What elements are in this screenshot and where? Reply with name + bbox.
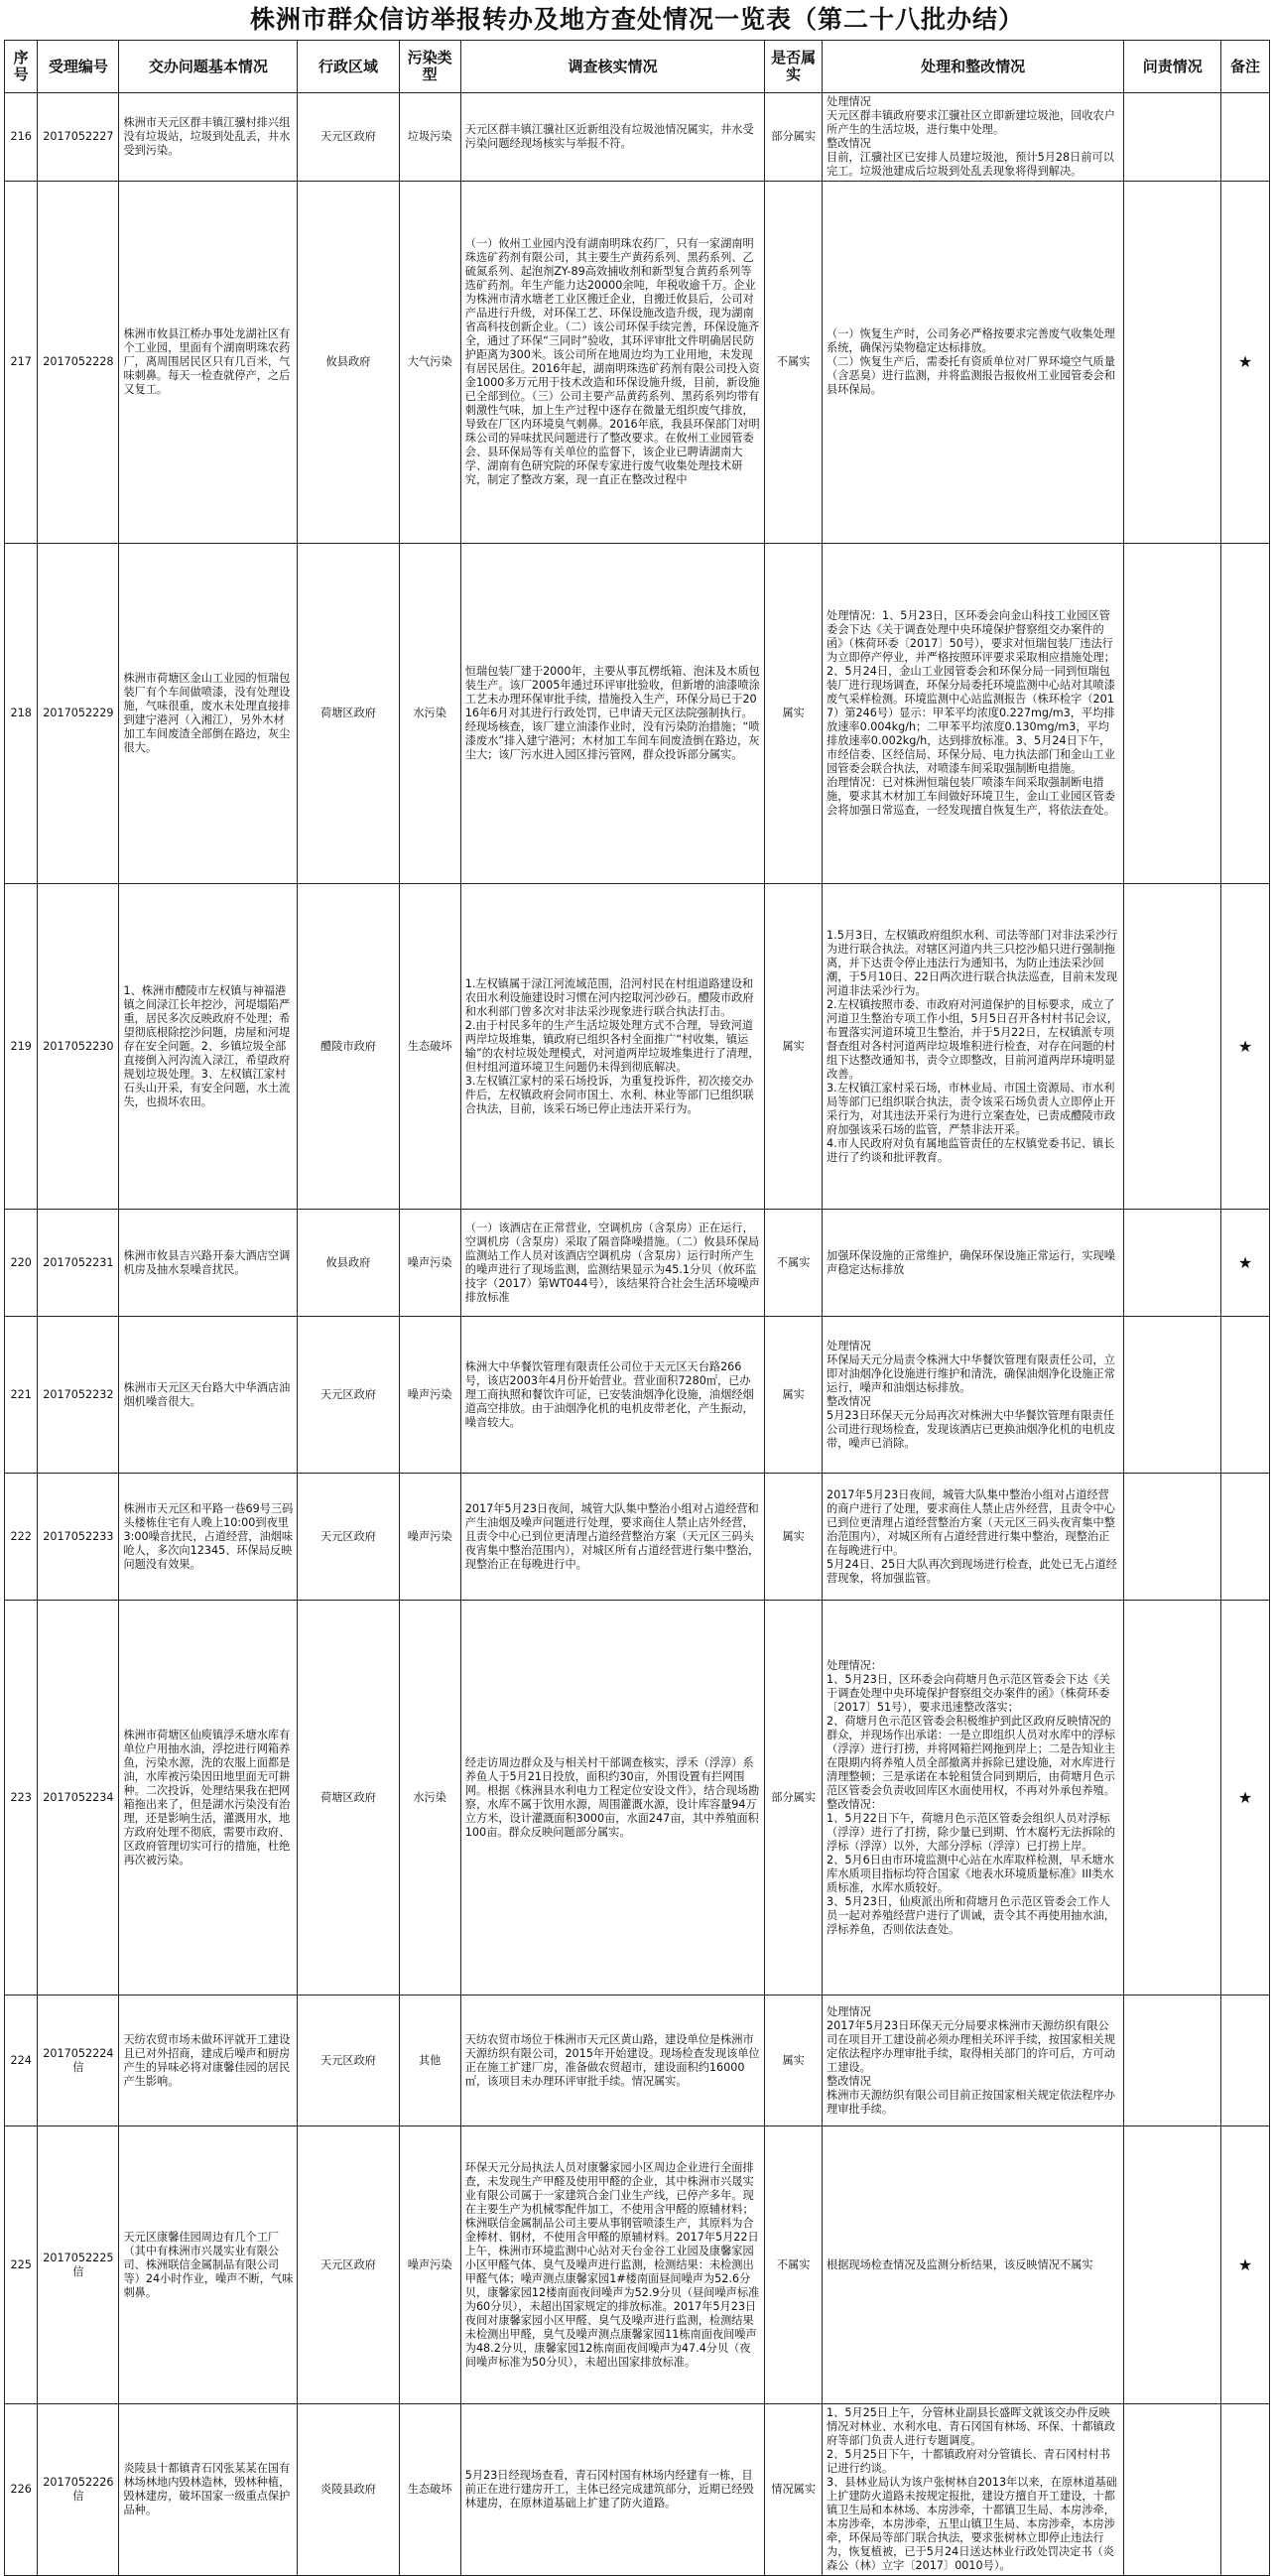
- cell-region: 攸县政府: [298, 1210, 399, 1317]
- cell-pollution-type: 噪声污染: [399, 1474, 460, 1601]
- cell-code: 2017052224信: [38, 1996, 119, 2126]
- cell-seq: 216: [5, 93, 38, 182]
- table-row: [5, 93, 1270, 182]
- cell-remarks: [1221, 2404, 1270, 2576]
- cell-seq: 218: [5, 544, 38, 884]
- cell-region: 炎陵县政府: [298, 2404, 399, 2576]
- cell-accountability: [1124, 884, 1221, 1210]
- cell-verified: 属实: [765, 884, 823, 1210]
- header-row: [5, 41, 1270, 93]
- cell-seq: 222: [5, 1474, 38, 1601]
- cell-handling: 加强环保设施的正常维护，确保环保设施正常运行，实现噪声稳定达标排放: [823, 1210, 1124, 1317]
- cell-issue: 株洲市荷塘区仙庾镇浮禾塘水库有单位户用抽水油，浮挖进行网箱养鱼，污染水源，洗的农服上面都是油，水库被污染因田地里面无可耕种。二次投诉，处理结果我在把网箱拖出来了，但是湖水污染没有治理，还是影响生活，灌溉用水，地方政府处理不彻底，需要市政府、区政府管理切实可行的措施，杜绝再次被污染。: [119, 1601, 298, 1996]
- header-verified: 是否属实: [765, 41, 823, 93]
- cell-issue: 株洲市荷塘区金山工业园的恒瑞包装厂有个车间做喷漆，没有处理设施，气味很重，废水未处理直接排到建宁港河（入湘江），另外木材加工车间废渣全部倒在路边，灰尘很大。: [119, 544, 298, 884]
- cell-verified: 属实: [765, 544, 823, 884]
- report-table-wrapper: [4, 40, 1270, 2576]
- cell-finding: 恒瑞包装厂建于2000年，主要从事瓦楞纸箱、泡沫及木质包装生产。该厂2005年通过环评审批验收，但新增的油漆喷涂工艺未办理环保审批手续，措施投入生产，环保分局已于2016年6月对其进行行政处罚，已申请天元区法院强制执行。经现场核查，该厂建立油漆作业时，没有污染防治措施；“喷漆废水”排入建宁港河；木材加工车间车间废渣倒在路边，灰尘大；该厂污水进入园区排污管网，群众投诉部分属实。: [460, 544, 765, 884]
- cell-accountability: [1124, 544, 1221, 884]
- cell-issue: 天元区康馨佳园周边有几个工厂（其中有株洲市兴晟实业有限公司、株洲联信金属制品有限公司等）24小时作业，噪声不断，气味刺鼻。: [119, 2126, 298, 2404]
- table-row: [5, 2404, 1270, 2576]
- cell-issue: 1、株洲市醴陵市左权镇与神福港镇之间渌江长年挖沙，河堤塌陷严重，居民多次反映政府不处理；希望彻底根除挖沙问题，房屋和河堤存在安全问题。2、乡镇垃圾全部直接倒入河沟流入渌江，希望政府规划垃圾处理。3、左权镇江家村石头山开采，有安全问题，水土流失，也损坏农田。: [119, 884, 298, 1210]
- cell-region: 醴陵市政府: [298, 884, 399, 1210]
- cell-remarks: [1221, 1317, 1270, 1474]
- cell-finding: 天纺农贸市场位于株洲市天元区黄山路，建设单位是株洲市天源纺织有限公司，2015年开始建设。现场检查发现该单位正在施工扩建厂房，准备做农贸超市，建设面积约16000㎡，该项目未办理环评审批手续。情况属实。: [460, 1996, 765, 2126]
- cell-seq: 220: [5, 1210, 38, 1317]
- cell-code: 2017052232: [38, 1317, 119, 1474]
- header-region: 行政区域: [298, 41, 399, 93]
- cell-remarks: ★: [1221, 182, 1270, 544]
- cell-finding: 2017年5月23日夜间，城管大队集中整治小组对占道经营和产生油烟及噪声问题进行处理，要求商住人禁止店外经营，且责令中心已到位更清理占道经营整治方案（天元区三码头夜宵集中整治范围内），对城区所有占道经营进行集中整治，现整治正在每晚进行中。: [460, 1474, 765, 1601]
- cell-pollution-type: 大气污染: [399, 182, 460, 544]
- cell-accountability: [1124, 1601, 1221, 1996]
- cell-handling: （一）恢复生产时，公司务必严格按要求完善废气收集处理系统，确保污染物稳定达标排放。 （二）恢复生产后，需委托有资质单位对厂界环境空气质量（含恶臭）进行监测，并将监测报告报攸州工业园管委会和县环保局。: [823, 182, 1124, 544]
- table-row: [5, 884, 1270, 1210]
- cell-issue: 株洲市天元区群丰镇江骥村排兴组没有垃圾站，垃圾到处乱丢，井水受到污染。: [119, 93, 298, 182]
- cell-code: 2017052233: [38, 1474, 119, 1601]
- cell-pollution-type: 水污染: [399, 1601, 460, 1996]
- table-row: [5, 1474, 1270, 1601]
- cell-pollution-type: 生态破坏: [399, 2404, 460, 2576]
- page-title: 株洲市群众信访举报转办及地方查处情况一览表（第二十八批办结）: [249, 5, 1024, 34]
- cell-accountability: [1124, 2404, 1221, 2576]
- cell-verified: 不属实: [765, 182, 823, 544]
- cell-handling: 根据现场检查情况及监测分析结果，该反映情况不属实: [823, 2126, 1124, 2404]
- cell-seq: 224: [5, 1996, 38, 2126]
- cell-region: 荷塘区政府: [298, 1601, 399, 1996]
- table-row: [5, 1996, 1270, 2126]
- cell-seq: 223: [5, 1601, 38, 1996]
- cell-finding: 经走访周边群众及与相关村干部调查核实，浮禾（浮淳）系养鱼人于5月21日投放，面积约30亩，外围设置有拦网围网。根据《株洲县水利电力工程定位安设文件》，结合现场勘察，水库不属于饮用水源，周围灌溉水源，设计库容量94万立方米，设计灌溉面积3000亩，水面247亩，其中养殖面积100亩。群众反映问题部分属实。: [460, 1601, 765, 1996]
- cell-code: 2017052230: [38, 884, 119, 1210]
- header-pollution-type: 污染类型: [399, 41, 460, 93]
- cell-pollution-type: 噪声污染: [399, 1317, 460, 1474]
- cell-issue: 株洲市天元区和平路一巷69号三码头楼栋住宅有人晚上10:00到夜里3:00噪音扰民，占道经营，油烟味呛人，多次向12345、环保局反映问题没有效果。: [119, 1474, 298, 1601]
- cell-accountability: [1124, 1996, 1221, 2126]
- cell-seq: 219: [5, 884, 38, 1210]
- cell-remarks: ★: [1221, 884, 1270, 1210]
- cell-handling: 处理情况：1、5月23日，区环委会向金山科技工业园区管委会下达《关于调查处理中央环境保护督察组交办案件的函》（株荷环委〔2017〕50号），要求对恒瑞包装厂违法行为立即停产停业，并严格按照环评要求采取相应措施处理；2、5月24日，金山工业园管委会和环保分局一同到恒瑞包装厂进行现场调查，环保分局委托环境监测中心站对其喷漆废气采样检测。环境监测中心站监测报告（株环检字（2017）第246号）显示：甲苯平均浓度0.227mg/m3，平均排放速率0.004kg/h；二甲苯平均浓度0.130mg/m3，平均排放速率0.002kg/h，达到排放标准。3、5月24日下午，市经信委、区经信局、环保分局、电力执法部门和金山工业园管委会联合执法，对喷漆车间采取强制断电措施。 治理情况：已对株洲恒瑞包装厂喷漆车间采取强制断电措施，要求其木材加工车间做好环境卫生，金山工业园区管委会将加强日常巡查，一经发现擅自恢复生产，将依法查处。: [823, 544, 1124, 884]
- cell-region: 天元区政府: [298, 1996, 399, 2126]
- cell-pollution-type: 噪声污染: [399, 1210, 460, 1317]
- cell-remarks: ★: [1221, 1601, 1270, 1996]
- cell-accountability: [1124, 1474, 1221, 1601]
- cell-pollution-type: 垃圾污染: [399, 93, 460, 182]
- cell-code: 2017052234: [38, 1601, 119, 1996]
- cell-verified: 属实: [765, 1996, 823, 2126]
- cell-handling: 处理情况 环保局天元分局责令株洲大中华餐饮管理有限责任公司，立即对油烟净化设施进行维护和清洗，确保油烟净化设施正常运行，噪声和油烟达标排放。 整改情况 5月23日环保天元分局再次对株洲大中华餐饮管理有限责任公司进行现场检查，发现该酒店已更换油烟净化机的电机皮带，噪声已消除。: [823, 1317, 1124, 1474]
- header-handling: 处理和整改情况: [823, 41, 1124, 93]
- cell-finding: 天元区群丰镇江骥社区近新组没有垃圾池情况属实，井水受污染问题经现场核实与举报不符。: [460, 93, 765, 182]
- cell-seq: 217: [5, 182, 38, 544]
- cell-pollution-type: 噪声污染: [399, 2126, 460, 2404]
- cell-region: 天元区政府: [298, 93, 399, 182]
- cell-seq: 225: [5, 2126, 38, 2404]
- table-row: [5, 1210, 1270, 1317]
- cell-remarks: [1221, 93, 1270, 182]
- cell-finding: （一）该酒店在正常营业，空调机房（含泵房）正在运行，空调机房（含泵房）采取了隔音降噪措施。（二）攸县环保局监测站工作人员对该酒店空调机房（含泵房）运行时所产生的噪声进行了现场监测，监测结果显示为45.1分贝（攸环监技字（2017）第WT044号），该结果符合社会生活环境噪声排放标准: [460, 1210, 765, 1317]
- cell-finding: 5月23日经现场查看，青石冈村国有林场内经建有一栋，目前正在进行建房开工，主体已经完成建筑部分，近期已经毁林建房，在原林道基础上扩建了防火道路。: [460, 2404, 765, 2576]
- cell-handling: 处理情况 2017年5月23日环保天元分局要求株洲市天源纺织有限公司在项目开工建设前必须办理相关环评手续，按国家相关规定依法程序办理审批手续，取得相关部门的许可后，方可动工建设。 整改情况 株洲市天源纺织有限公司目前正按国家相关规定依法程序办理审批手续。: [823, 1996, 1124, 2126]
- cell-handling: 1.5月3日，左权镇政府组织水利、司法等部门对非法采沙行为进行联合执法。对辖区河道内共三只挖沙船只进行强制拖离，并下达责令停止违法行为通知书，为防止违法采沙回潮，于5月10日、22日两次进行联合执法巡查，目前未发现河道非法采沙行为。 2.左权镇按照市委、市政府对河道保护的目标要求，成立了河道卫生整治专项工作小组，5月5日召开各村村书记会议，布置落实河道环境卫生整治，并于5月22日，左权镇派专项督查组对各村河道两岸垃圾堆积进行检查，对存在问题的村组下达整改通知书，责令立即整改，目前河道两岸环境明显改善。 3.左权镇江家村采石场，市林业局、市国土资源局、市水利局等部门已组织联合执法，责令该采石场负责人立即停止开采行为，对其违法开采行为进行立案查处，已责成醴陵市政府加强该采石场的监管，严禁非法开采。 4.市人民政府对负有属地监管责任的左权镇党委书记、镇长进行了约谈和批评教育。: [823, 884, 1124, 1210]
- cell-verified: 属实: [765, 1474, 823, 1601]
- cell-remarks: [1221, 544, 1270, 884]
- header-remarks: 备注: [1221, 41, 1270, 93]
- table-row: [5, 1601, 1270, 1996]
- cell-code: 2017052225信: [38, 2126, 119, 2404]
- cell-accountability: [1124, 93, 1221, 182]
- cell-pollution-type: 水污染: [399, 544, 460, 884]
- cell-pollution-type: 其他: [399, 1996, 460, 2126]
- table-row: [5, 2126, 1270, 2404]
- cell-issue: 天纺农贸市场未做环评就开工建设且已对外招商，建成后噪声和厨房产生的异味必将对康馨佳园的居民产生影响。: [119, 1996, 298, 2126]
- cell-verified: 不属实: [765, 2126, 823, 2404]
- header-code: 受理编号: [38, 41, 119, 93]
- cell-remarks: [1221, 1474, 1270, 1601]
- table-row: [5, 544, 1270, 884]
- header-issue: 交办问题基本情况: [119, 41, 298, 93]
- cell-seq: 221: [5, 1317, 38, 1474]
- cell-handling: 1、5月25日上午，分管林业副县长盛晖文就该交办件反映情况对林业、水利水电、青石冈国有林场、环保、十都镇政府等部门负责人进行专题调度。 2、5月25日下午，十都镇政府对分管镇长、青石冈村村书记进行约谈。 3、县林业局认为该户张树林自2013年以来，在原林道基础上扩建防火道路未按规定报批，建设方擅自开工建设，十都镇卫生局和本林场、本房涉牵，十都镇卫生局、本房涉牵，本房涉牵，本房涉牵，五里山镇卫生局、本房涉牵，本房涉牵，环保局等部门联合执法，要求张树林立即停止违法行为，恢复植被，已于5月24日送达林业行政处罚决定书（炎森公（林）立字〔2017〕0010号）。: [823, 2404, 1124, 2576]
- cell-region: 攸县政府: [298, 182, 399, 544]
- cell-finding: （一）攸州工业园内没有湖南明珠农药厂，只有一家湖南明珠选矿药剂有限公司，其主要生产黄药系列、黑药系列、乙硫氮系列、起泡剂ZY-89高效捕收剂和新型复合黄药系列等选矿药剂。年生产能力达20000余吨，年税收逾千万。企业为株洲市清水塘老工业区搬迁企业，自搬迁攸县后，公司对产品进行升级，对环保工艺、环保设施改造升级，现为湖南省高科技创新企业。（二）该公司环保手续完善，环保设施齐全，通过了环保“三同时”验收，其环评审批文件明确居民防护距离为300米。该公司所在地周边均为工业用地，未发现有居民居住。2016年起，湖南明珠选矿药剂有限公司投入资金1000多万元用于技术改造和环保设施升级，目前，新设施已全部到位。（三）公司主要产品黄药系列、黑药系列均带有刺激性气味，加上生产过程中逐存在微量无组织废气排放，导致在厂区内环境臭气刺鼻。2016年底，我县环保部门对明珠公司的异味扰民问题进行了整改要求。在攸州工业园管委会、县环保局等有关单位的监督下，该企业已聘请湖南大学、湖南有色研究院的环保专家进行废气收集处理技术研究，制定了整改方案，现一直正在整改过程中: [460, 182, 765, 544]
- table-row: [5, 182, 1270, 544]
- cell-accountability: [1124, 1210, 1221, 1317]
- cell-handling: 2017年5月23日夜间，城管大队集中整治小组对占道经营的商户进行了处理，要求商住人禁止店外经营，且责令中心已到位更清理占道经营整治方案（天元区三码头夜宵集中整治范围内），对城区所有占道经营进行集中整治，现整治正在每晚进行中。 5月24日、25日大队再次到现场进行检查，此处已无占道经营现象，将加强监管。: [823, 1474, 1124, 1601]
- cell-verified: 部分属实: [765, 1601, 823, 1996]
- header-finding: 调查核实情况: [460, 41, 765, 93]
- cell-finding: 株洲大中华餐饮管理有限责任公司位于天元区天台路266号，该店2003年4月份开始营业。营业面积7280㎡，已办理工商执照和餐饮许可证，已安装油烟净化设施，油烟经烟道高空排放。由于油烟净化机的电机皮带老化，产生振动，噪音较大。: [460, 1317, 765, 1474]
- cell-issue: 株洲市攸县吉兴路开泰大酒店空调机房及抽水泵噪音扰民。: [119, 1210, 298, 1317]
- cell-region: 荷塘区政府: [298, 544, 399, 884]
- cell-accountability: [1124, 182, 1221, 544]
- header-accountability: 问责情况: [1124, 41, 1221, 93]
- cell-region: 天元区政府: [298, 2126, 399, 2404]
- cell-finding: 环保天元分局执法人员对康馨家园小区周边企业进行全面排查，未发现生产甲醛及使用甲醛的企业，其中株洲市兴晟实业有限公司属于一家建筑合金门业生产线，已停产多年。现在主要生产为机械零配件加工，不使用含甲醛的原辅材料；株洲联信金属制品公司主要从事钢管喷漆生产，其原料为合金棒材、钢材，不使用含甲醛的原辅材料。2017年5月22日上午，株洲市环境监测中心站对天台金谷工业园及康馨家园小区甲醛气体、臭气及噪声进行监测，检测结果：未检测出甲醛气体；噪声测点康馨家园1#楼南面昼间噪声为52.6分贝，康馨家园12楼南面夜间噪声为52.9分贝（昼间噪声标准为60分贝），未超出国家规定的排放标准。2017年5月23日夜间对康馨家园小区甲醛、臭气及噪声进行监测，检测结果未检测出甲醛，臭气及噪声测点康馨家园11栋南面夜间噪声为48.2分贝，康馨家园12栋南面夜间噪声为47.4分贝（夜间噪声标准为50分贝），未超出国家排放标准。: [460, 2126, 765, 2404]
- cell-issue: 炎陵县十都镇青石冈张某某在国有林场林地内毁林造林，毁林种植，毁林建房，破坏国家一级重点保护品种。: [119, 2404, 298, 2576]
- cell-pollution-type: 生态破坏: [399, 884, 460, 1210]
- cell-accountability: [1124, 2126, 1221, 2404]
- cell-issue: 株洲市天元区天台路大中华酒店油烟机噪音很大。: [119, 1317, 298, 1474]
- cell-region: 天元区政府: [298, 1317, 399, 1474]
- cell-verified: 部分属实: [765, 93, 823, 182]
- cell-code: 2017052229: [38, 544, 119, 884]
- cell-finding: 1.左权镇属于渌江河流域范围，沿河村民在村组道路建设和农田水利设施建设时习惯在河内挖取河沙砂石。醴陵市政府和水利部门曾多次对非法采沙现象进行联合执法打击。 2.由于村民多年的生产生活垃圾处理方式不合理，导致河道两岸垃圾堆集，镇政府已组织各村全面推广“村收集，镇运输”的农村垃圾处理模式，对河道两岸垃圾堆集进行了清理，但村组河道环境卫生问题仍未得到彻底解决。 3.左权镇江家村的采石场投诉，为重复投诉件，初次接交办件后，左权镇政府会同市国土、水利、林业等部门已组织联合执法，目前，该采石场已停止违法开采行为。: [460, 884, 765, 1210]
- cell-accountability: [1124, 1317, 1221, 1474]
- cell-verified: 属实: [765, 1317, 823, 1474]
- header-seq: 序号: [5, 41, 38, 93]
- cell-remarks: [1221, 1996, 1270, 2126]
- cell-seq: 226: [5, 2404, 38, 2576]
- cell-code: 2017052228: [38, 182, 119, 544]
- report-table: [4, 40, 1270, 2576]
- cell-handling: 处理情况： 1、5月23日，区环委会向荷塘月色示范区管委会下达《关于调查处理中央环境保护督察组交办案件的函》（株荷环委〔2017〕51号），要求迅速整改落实； 2、荷塘月色示范区管委会积极维护到此区政府反映情况的群众，并现场作出承诺：一是立即组织人员对水库中的浮标（浮淳）进行打捞，并将网箱拦网拖到岸上；二是告知业主在限期内将养殖人员全部撤离并拆除已建设施，对水库进行清理整顿；三是承诺在本轮租赁合同到期后，由荷塘月色示范区管委会负责收回库区水面使用权，不再对外承包养殖。 整改情况： 1、5月22日下午，荷塘月色示范区管委会组织人员对浮标（浮淳）进行了打捞，除少量已到期、竹木腐朽无法拆除的浮标（浮淳）以外，大部分浮标（浮淳）已打捞上岸。 2、5月6日由市环境监测中心站在水库取样检测，早禾塘水库水质项目指标均符合国家《地表水环境质量标准》III类水质标准，水库水质较好。 3、5月23日，仙庾派出所和荷塘月色示范区管委会工作人员一起对养殖经营户进行了训诫，责令其不再使用抽水油，浮标养鱼，否则依法查处。: [823, 1601, 1124, 1996]
- cell-code: 2017052227: [38, 93, 119, 182]
- table-row: [5, 1317, 1270, 1474]
- cell-issue: 株洲市攸县江桥办事处龙湖社区有个工业园，里面有个湖南明珠农药厂，离周围居民区只有几百米，气味刺鼻。每天一检查就停产，之后又复工。: [119, 182, 298, 544]
- cell-code: 2017052231: [38, 1210, 119, 1317]
- cell-remarks: ★: [1221, 1210, 1270, 1317]
- cell-verified: 情况属实: [765, 2404, 823, 2576]
- cell-remarks: ★: [1221, 2126, 1270, 2404]
- cell-code: 2017052226信: [38, 2404, 119, 2576]
- cell-verified: 不属实: [765, 1210, 823, 1317]
- cell-handling: 处理情况 天元区群丰镇政府要求江骥社区立即新建垃圾池，回收农户所产生的生活垃圾，进行集中处理。 整改情况 目前，江骥社区已安排人员建垃圾池，预计5月28日前可以完工。垃圾池建成后垃圾到处乱丢现象将得到解决。: [823, 93, 1124, 182]
- cell-region: 天元区政府: [298, 1474, 399, 1601]
